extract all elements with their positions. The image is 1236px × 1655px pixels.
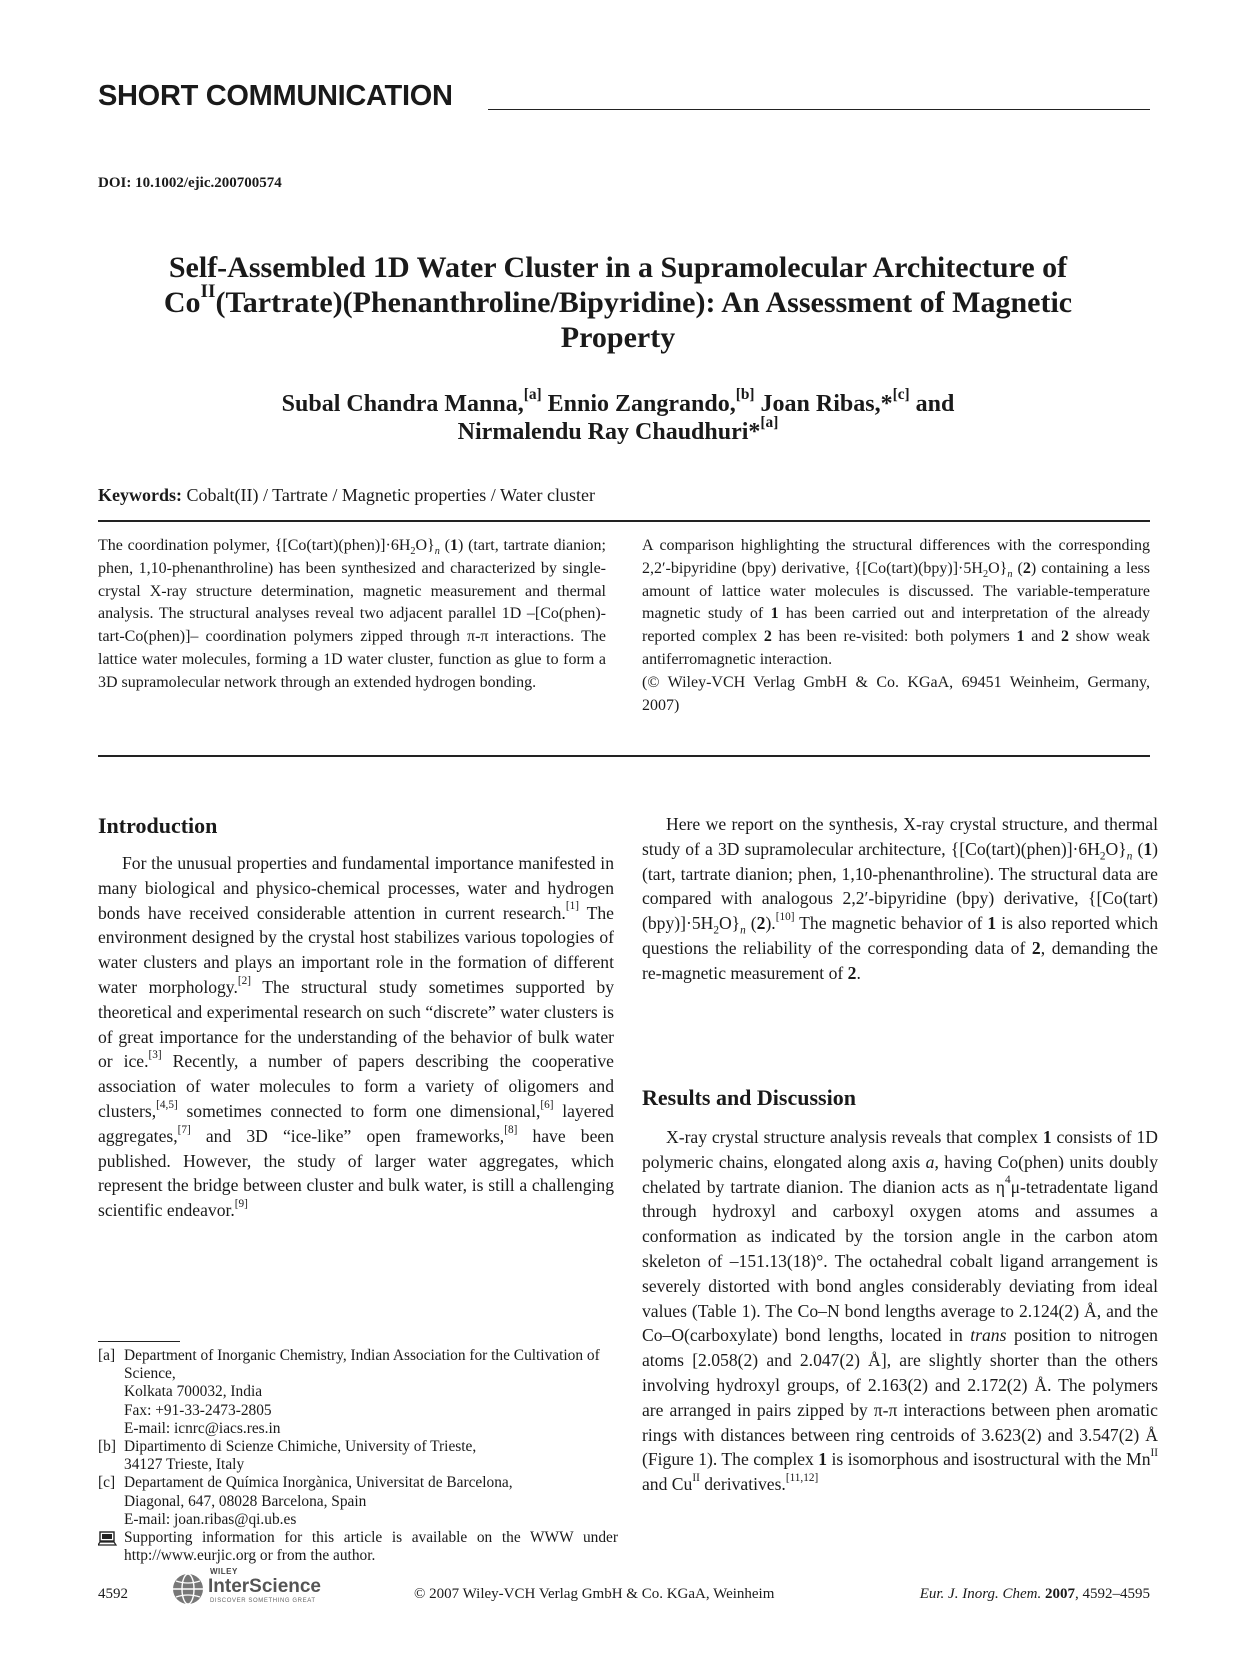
title-line-2: $Co^{II}(Tartrate)(Phenanthroline/Bipyridine)$: An Assessment of Magnetic bbox=[163, 281, 1073, 319]
author-list bbox=[130, 385, 1106, 446]
keywords-list: Cobalt(II) / Tartrate / Magnetic properties / Water cluster bbox=[186, 485, 595, 505]
globe-icon bbox=[168, 1567, 208, 1607]
author-affiliation: [a] bbox=[760, 413, 779, 431]
footnotes bbox=[98, 1347, 618, 1565]
abstract-right: A comparison highlighting the structural differences with the corresponding 2,2′-bipyridine (bpy) derivative, $\{[Co(tart)(bpy)]\cdot 5H_2O\}_n$ (2) containing a less amount of lattice water molecules is discussed. The variable-temperature magnetic study of 1 has been carried out and interpretation of the already reported complex 2 has been re-visited: both polymers 1 and 2 show weak antiferromagnetic interaction. (© Wiley-VCH Verlag GmbH & Co. KGaA, 69451 Weinheim, Germany, 2007) bbox=[642, 537, 1151, 714]
article-title bbox=[130, 250, 1106, 355]
author-name: Nirmalendu Ray Chaudhuri* bbox=[457, 419, 761, 445]
interscience-logo bbox=[168, 1567, 358, 1607]
abstract-bottom-rule bbox=[98, 755, 1150, 757]
abstract-top-rule bbox=[98, 520, 1150, 522]
logo-wiley: WILEY bbox=[210, 1567, 238, 1576]
keywords bbox=[98, 485, 595, 506]
footer-copyright: © 2007 Wiley-VCH Verlag GmbH & Co. KGaA, Weinheim bbox=[414, 1586, 775, 1602]
title-line-1: Self-Assembled 1D Water Cluster in a Supramolecular Architecture of bbox=[168, 251, 1068, 284]
logo-interscience: InterScience bbox=[208, 1576, 321, 1597]
abstract-left: The coordination polymer, $\{[Co(tart)(phen)]\cdot 6H_2O\}_n$ (1) (tart, tartrate dianion; phen, 1,10-phenanthroline) has been synthesized and characterized by single-crystal X-ray structure determination, magnetic measurement and thermal analysis. The structural analyses reveal two adjacent parallel 1D –[Co(phen)-tart-Co(phen)]– coordination polymers zipped through π-π interactions. The lattice water molecules, forming a 1D water cluster, function as glue to form a 3D supramolecular network through an extended hydrogen bonding. bbox=[98, 537, 607, 691]
author-name: Joan Ribas,* bbox=[760, 391, 893, 417]
author-affiliation: [c] bbox=[892, 385, 910, 403]
title-line-3: Property bbox=[560, 321, 676, 354]
footnote-affiliation-b: [b] Dipartimento di Scienze Chimiche, University of Trieste, 34127 Trieste, Italy bbox=[98, 1438, 477, 1474]
abstract-copyright: (© Wiley-VCH Verlag GmbH & Co. KGaA, 69451 Weinheim, Germany, 2007) bbox=[642, 673, 1150, 714]
author-affiliation: [a] bbox=[523, 385, 542, 403]
logo-tagline: DISCOVER SOMETHING GREAT bbox=[210, 1598, 316, 1604]
computer-icon bbox=[98, 1531, 118, 1546]
footnote-affiliation-c: [c] Departament de Química Inorgànica, Universitat de Barcelona, Diagonal, 647, 08028 Barcelona, Spain E-mail: joan.ribas@qi.ub.es bbox=[98, 1474, 513, 1528]
report-paragraph: Here we report on the synthesis, X-ray crystal structure, and thermal study of a 3D supramolecular architecture, $\{[Co(tart)(phen)]\cdot 6H_2O\}_n$ (1) (tart, tartrate dianion; phen, 1,10-phenanthroline). The structural data are compared with analogous 2,2′-bipyridine (bpy) derivative, $\{[Co(tart)(bpy)]\cdot 5H_2O\}_n$ (2).[10] The magnetic behavior of 1 is also reported which questions the reliability of the corresponding data of 2, demanding the re-magnetic measurement of 2. bbox=[642, 814, 1159, 983]
footnote-rule bbox=[98, 1341, 180, 1342]
footnote-affiliation-a: [a] Department of Inorganic Chemistry, Indian Association for the Cultivation of Science, Kolkata 700032, India Fax: +91-33-2473-2805 E-mail: icnrc@iacs.res.in bbox=[98, 1347, 600, 1437]
author-affiliation: [b] bbox=[735, 385, 755, 403]
keywords-label: Keywords: bbox=[98, 485, 182, 505]
doi: DOI: 10.1002/ejic.200700574 bbox=[98, 175, 282, 191]
header-rule bbox=[488, 109, 1150, 110]
section-heading-introduction: Introduction bbox=[98, 813, 218, 838]
author-and: and bbox=[915, 391, 955, 417]
journal-citation: Eur. J. Inorg. Chem. 2007, 4592–4595 bbox=[919, 1586, 1150, 1602]
introduction-body: For the unusual properties and fundamental importance manifested in many biological and physico-chemical processes, water and hydrogen bonds have received considerable attention in current research.[1] The environment designed by the crystal host stabilizes various topologies of water clusters and plays an important role in the formation of different water morphology.[2] The structural study sometimes supported by theoretical and experimental research on such “discrete” water clusters is of great importance for the understanding of the behavior of bulk water or ice.[3] Recently, a number of papers describing the cooperative association of water molecules to form a variety of oligomers and clusters,[4,5] sometimes connected to form one dimensional,[6] layered aggregates,[7] and 3D “ice-like” open frameworks,[8] have been published. However, the study of larger water aggregates, which represent the bridge between cluster and bulk water, is still a challenging scientific endeavor.[9] bbox=[98, 853, 614, 1221]
section-heading-results: Results and Discussion bbox=[642, 1085, 856, 1110]
footnote-supporting-info: Supporting information for this article is available on the WWW under http://www.eurjic.org or from the author. bbox=[98, 1529, 618, 1565]
author-name: Subal Chandra Manna, bbox=[281, 391, 524, 417]
author-name: Ennio Zangrando, bbox=[547, 391, 736, 417]
results-body: X-ray crystal structure analysis reveals that complex 1 consists of 1D polymeric chains, elongated along axis a, having Co(phen) units doubly chelated by tartrate dianion. The dianion acts as $\eta^4\mu$-tetradentate ligand through hydroxyl and carboxyl oxygen atoms and assumes a conformation as indicated by the torsion angle in the carbon atom skeleton of –151.13(18)°. The octahedral cobalt ligand arrangement is severely distorted with bond angles considerably deviating from ideal values (Table 1). The Co–N bond lengths average to 2.124(2) Å, and the Co–O(carboxylate) bond lengths, located in trans position to nitrogen atoms [2.058(2) and 2.047(2) Å], are slightly shorter than the others involving hydroxyl groups, of 2.163(2) and 2.172(2) Å. The polymers are arranged in pairs zipped by π-π interactions between phen aromatic rings with distances between ring centroids of 3.623(2) and 3.547(2) Å (Figure 1). The complex 1 is isomorphous and isostructural with the $Mn^{II}$ and $Cu^{II}$ derivatives.[11,12] bbox=[642, 1127, 1158, 1495]
page-number: 4592 bbox=[98, 1586, 128, 1602]
section-label: SHORT COMMUNICATION bbox=[98, 80, 453, 112]
